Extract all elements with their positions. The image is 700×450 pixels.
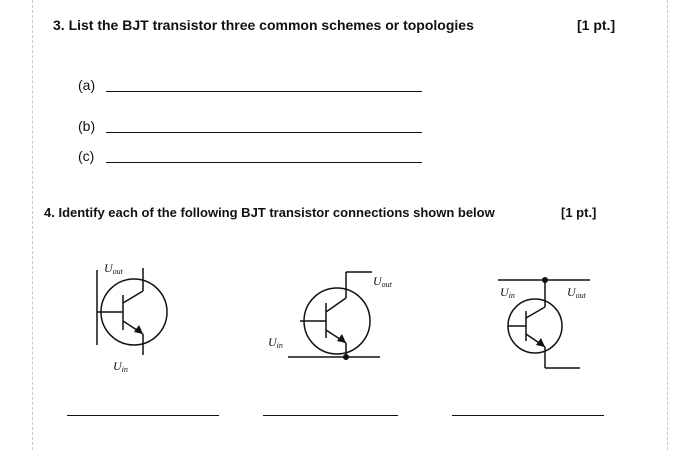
identify-answer-blank-2[interactable] (263, 415, 398, 416)
circuit-3 (498, 277, 590, 368)
answer-label-c: (c) (78, 148, 95, 164)
circuit-2-input-label: Uin (268, 335, 283, 350)
answer-label-a: (a) (78, 77, 96, 93)
question-4-title: 4. Identify each of the following BJT transistor connections shown below (44, 205, 495, 220)
question-4-points: [1 pt.] (561, 205, 597, 220)
circuit-3-input-label: Uin (500, 285, 515, 300)
identify-answer-blank-1[interactable] (67, 415, 219, 416)
circuit-2-output-label: Uout (373, 274, 392, 289)
question-3-title: 3. List the BJT transistor three common schemes or topologies (53, 17, 474, 33)
circuit-1 (97, 261, 167, 374)
question-3-points: [1 pt.] (577, 17, 616, 33)
identify-answer-blank-3[interactable] (452, 415, 604, 416)
circuit-2 (268, 272, 393, 360)
circuit-1-output-label: Uout (104, 261, 123, 276)
circuit-1-input-label: Uin (113, 359, 128, 374)
answer-label-b: (b) (78, 118, 96, 134)
circuit-3-output-label: Uout (567, 285, 586, 300)
